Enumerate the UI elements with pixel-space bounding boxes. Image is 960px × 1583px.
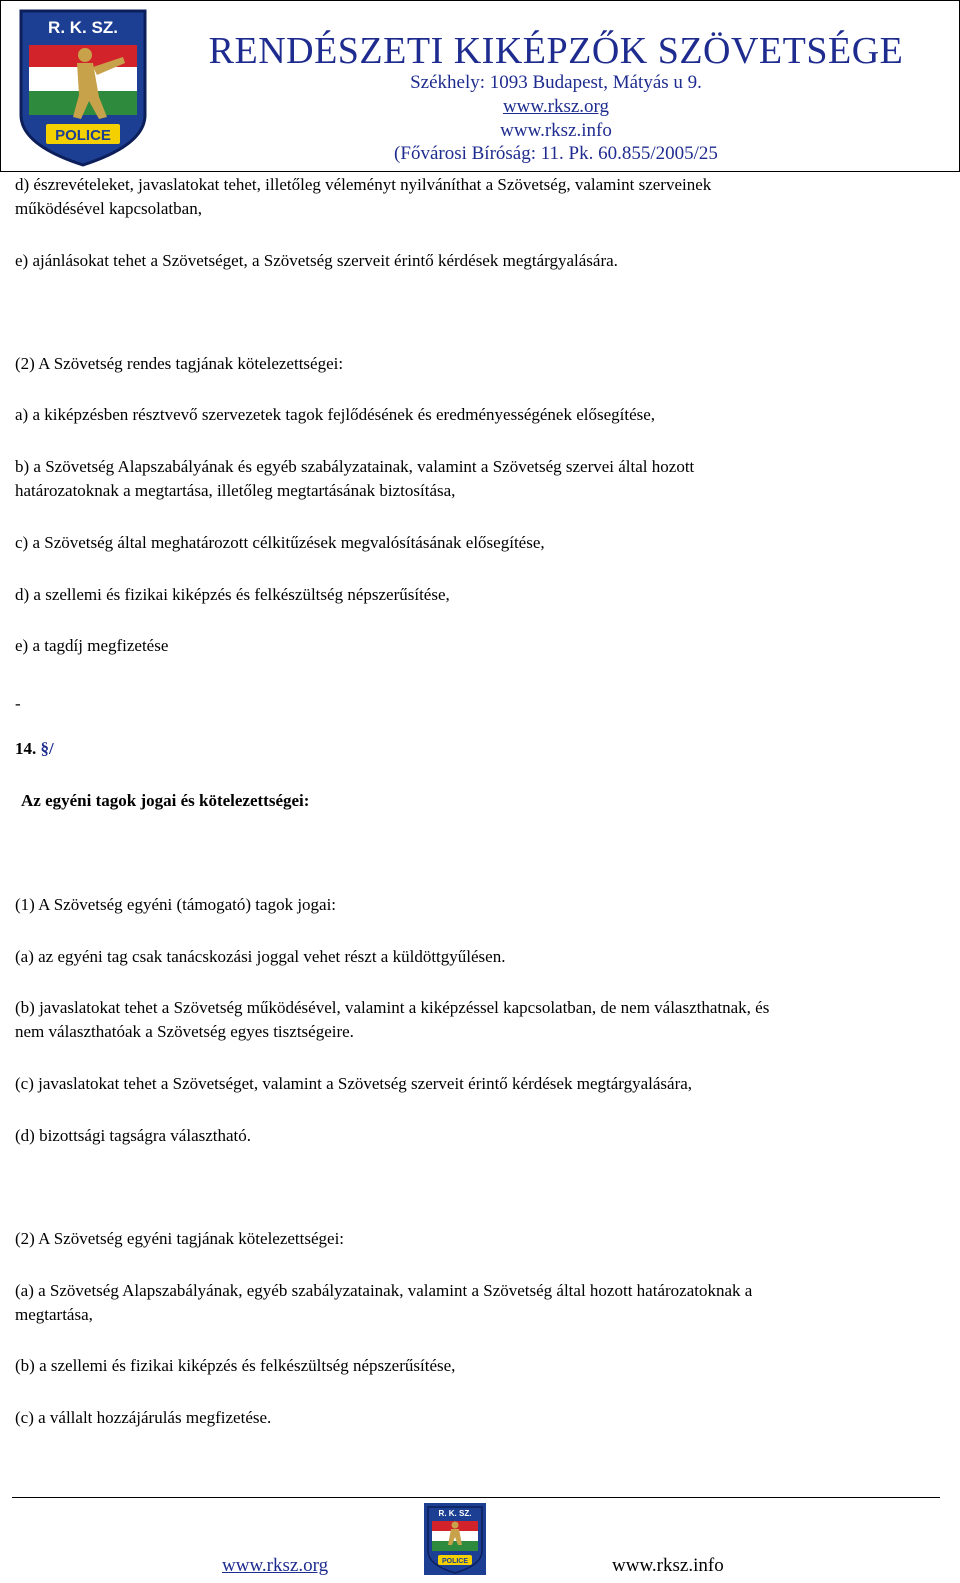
individual-obligation-a-line2: megtartása, <box>15 1305 93 1324</box>
seat-address: Székhely: 1093 Budapest, Mátyás u 9. <box>410 72 702 93</box>
right-c: (c) javaslatokat tehet a Szövetséget, valamint a Szövetség szerveit érintő kérdések megtárgyalására, <box>15 1074 693 1093</box>
obligation-d: d) a szellemi és fizikai kiképzés és felkészültség népszerűsítése, <box>15 585 450 604</box>
right-d: (d) bizottsági tagságra választható. <box>15 1126 252 1145</box>
section-number: 14. <box>15 739 37 758</box>
section-mark: §/ <box>40 739 54 758</box>
court-registration: (Fővárosi Bíróság: 11. Pk. 60.855/2005/25 <box>394 143 718 164</box>
individual-obligation-a-line1: (a) a Szövetség Alapszabályának, egyéb szabályzatainak, valamint a Szövetség által hozott határozatoknak a <box>15 1281 753 1300</box>
right-a: (a) az egyéni tag csak tanácskozási joggal vehet részt a küldöttgyűlésen. <box>15 947 506 966</box>
paragraph-e: e) ajánlásokat tehet a Szövetséget, a Szövetség szerveit érintő kérdések megtárgyalására. <box>15 251 618 270</box>
paragraph-d-line1: d) észrevételeket, javaslatokat tehet, illetőleg véleményt nyilváníthat a Szövetség, valamint szerveinek <box>15 175 712 194</box>
footer-logo-text: R. K. SZ. <box>438 1509 472 1518</box>
obligation-b-line2: határozatoknak a megtartása, illetőleg megtartásának biztosítása, <box>15 481 456 500</box>
obligation-e: e) a tagdíj megfizetése <box>15 636 169 655</box>
right-b-line2: nem választhatóak a Szövetség egyes tisztségeire. <box>15 1022 354 1041</box>
individual-obligation-b: (b) a szellemi és fizikai kiképzés és felkészültség népszerűsítése, <box>15 1356 456 1375</box>
logo-text: R. K. SZ. <box>48 18 118 37</box>
section-title: Az egyéni tagok jogai és kötelezettségei: <box>21 791 310 810</box>
section-heading <box>15 737 930 761</box>
right-b-line1: (b) javaslatokat tehet a Szövetség működésével, valamint a kiképzéssel kapcsolatban, de nem választhatnak, és <box>15 998 770 1017</box>
logo-badge-text: POLICE <box>55 127 111 144</box>
obligation-a: a) a kiképzésben résztvevő szervezetek tagok fejlődésének és eredményességének elősegítése, <box>15 405 656 424</box>
rksz-police-logo <box>15 5 151 169</box>
individual-obligation-c: (c) a vállalt hozzájárulás megfizetése. <box>15 1408 272 1427</box>
individual-obligations-heading: (2) A Szövetség egyéni tagjának kötelezettségei: <box>15 1229 345 1248</box>
organization-name: RENDÉSZETI KIKÉPZŐK SZÖVETSÉGE <box>208 30 904 72</box>
footer-divider <box>12 1497 940 1498</box>
obligations-heading: (2) A Szövetség rendes tagjának kötelezettségei: <box>15 354 344 373</box>
obligation-b-line1: b) a Szövetség Alapszabályának és egyéb szabályzatainak, valamint a Szövetség szervei által hozott <box>15 457 695 476</box>
footer-link-info[interactable]: www.rksz.info <box>612 1555 724 1576</box>
website-org-link[interactable]: www.rksz.org <box>502 96 610 117</box>
footer-link-org[interactable]: www.rksz.org <box>222 1555 329 1576</box>
letterhead <box>0 0 960 172</box>
website-info-link[interactable]: www.rksz.info <box>500 120 612 141</box>
footer-rksz-logo <box>424 1503 486 1575</box>
footer-logo-badge: POLICE <box>441 1558 469 1565</box>
individual-rights-heading: (1) A Szövetség egyéni (támogató) tagok jogai: <box>15 895 337 914</box>
dash-separator: - <box>15 694 21 713</box>
obligation-c: c) a Szövetség által meghatározott célkitűzések megvalósításának elősegítése, <box>15 533 545 552</box>
paragraph-d-line2: működésével kapcsolatban, <box>15 199 202 218</box>
